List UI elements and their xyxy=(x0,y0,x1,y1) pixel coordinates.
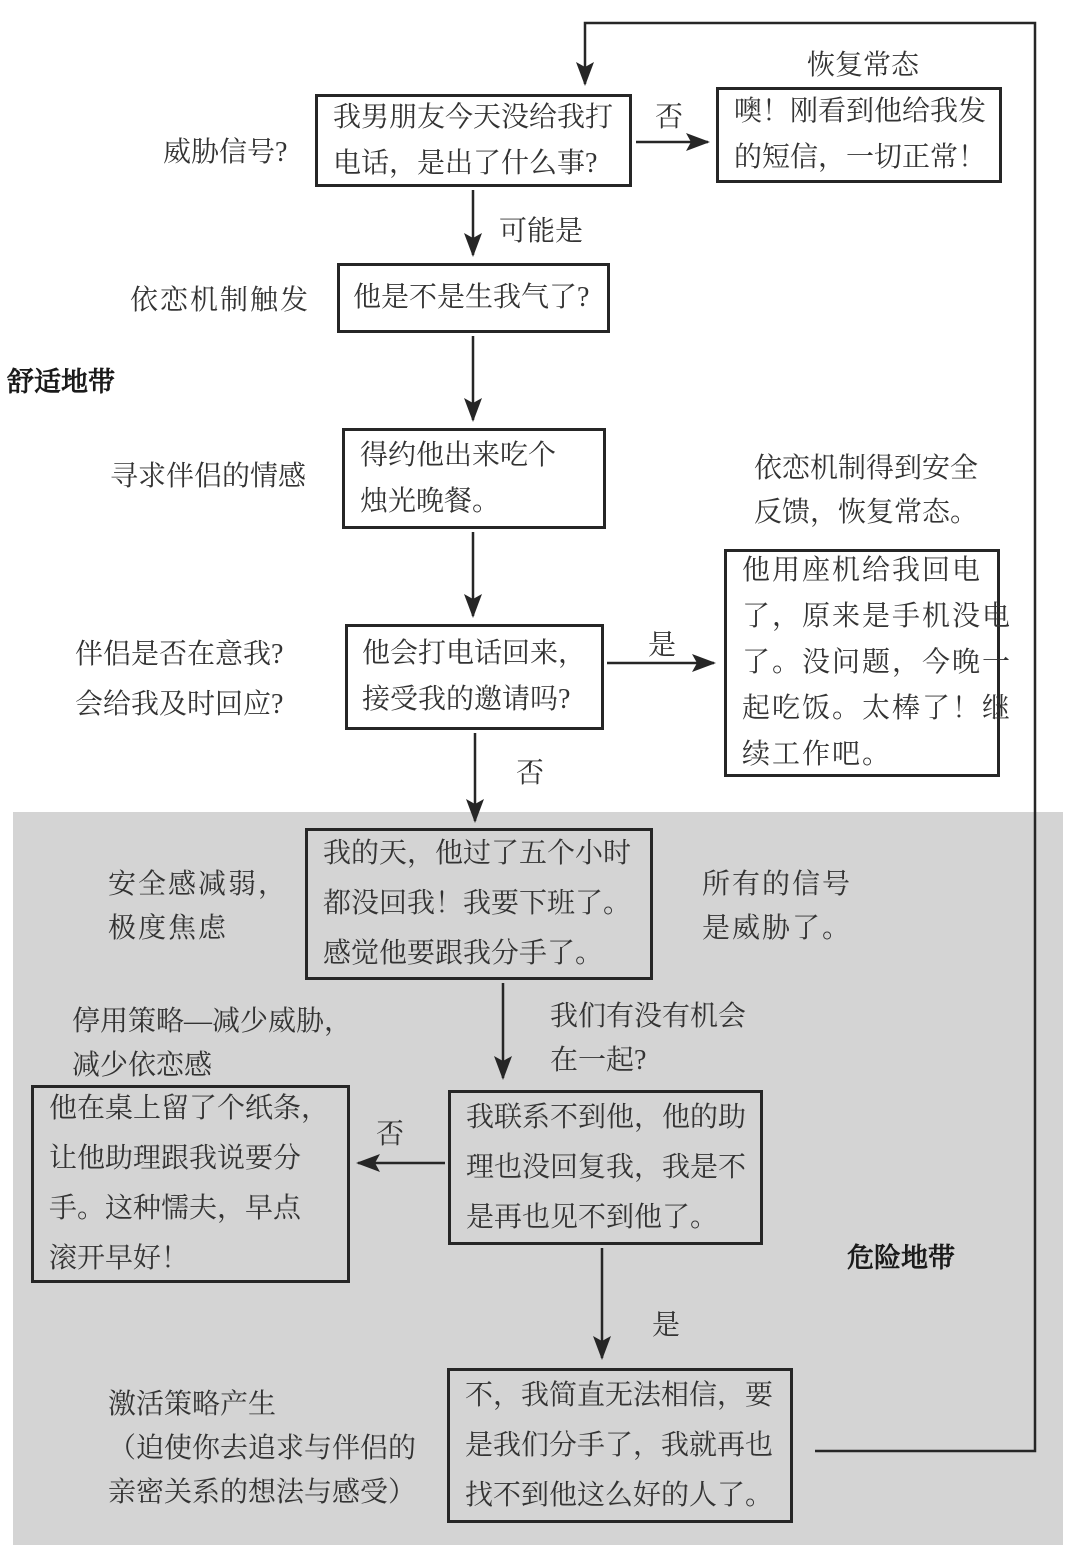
box-landline: 他用座机给我回电 了，原来是手机没电 了。没问题，今晚一 起吃饭。太棒了！继 续工作吧。 xyxy=(724,549,1000,777)
box-five-hours: 我的天，他过了五个小时 都没回我！我要下班了。 感觉他要跟我分手了。 xyxy=(305,828,653,980)
label-signals-threat: 所有的信号 是威胁了。 xyxy=(702,869,853,944)
edge-label-yes-bottom: 是 xyxy=(652,1310,681,1341)
box-will-he-call: 他会打电话回来， 接受我的邀请吗? xyxy=(345,624,604,730)
edge-label-no-top: 否 xyxy=(655,102,684,133)
label-threat-signal: 威胁信号? xyxy=(163,137,288,168)
label-partner-care: 伴侣是否在意我? 会给我及时回应? xyxy=(75,639,284,720)
box-cannot-reach: 我联系不到他，他的助 理也没回复我，我是不 是再也见不到他了。 xyxy=(448,1090,763,1245)
box-no-call: 我男朋友今天没给我打 电话，是出了什么事? xyxy=(315,94,632,187)
edge-label-maybe: 可能是 xyxy=(499,216,584,247)
label-danger-zone: 危险地带 xyxy=(847,1243,955,1273)
box-note-on-desk: 他在桌上留了个纸条， 让他助理跟我说要分 手。这种懦夫，早点 滚开早好！ xyxy=(31,1085,350,1283)
label-seek-emotion: 寻求伴侣的情感 xyxy=(110,461,307,492)
box-angry: 他是不是生我气了? xyxy=(337,263,610,333)
label-chance-together: 我们有没有机会 在一起? xyxy=(550,1001,747,1076)
label-security-weak: 安全感减弱， 极度焦虑 xyxy=(108,869,289,944)
edge-label-no-bottom: 否 xyxy=(376,1119,405,1150)
box-cannot-believe: 不，我简直无法相信，要 是我们分手了，我就再也 找不到他这么好的人了。 xyxy=(447,1368,793,1523)
label-activation-strategy: 激活策略产生 （迫使你去追求与伴侣的 亲密关系的想法与感受） xyxy=(108,1389,417,1508)
label-recover-normal: 恢复常态 xyxy=(807,50,920,81)
edge-label-yes-middle: 是 xyxy=(648,630,677,661)
box-dinner: 得约他出来吃个 烛光晚餐。 xyxy=(342,428,606,529)
label-comfort-zone: 舒适地带 xyxy=(7,367,115,397)
label-secure-feedback: 依恋机制得到安全 反馈，恢复常态。 xyxy=(754,453,979,528)
label-attachment-trigger: 依恋机制触发 xyxy=(130,285,311,316)
label-deactivation-strategy: 停用策略—减少威胁， 减少依恋感 xyxy=(72,1006,353,1081)
box-all-normal: 噢！刚看到他给我发 的短信，一切正常！ xyxy=(716,87,1002,183)
edge-label-no-middle: 否 xyxy=(516,758,545,789)
